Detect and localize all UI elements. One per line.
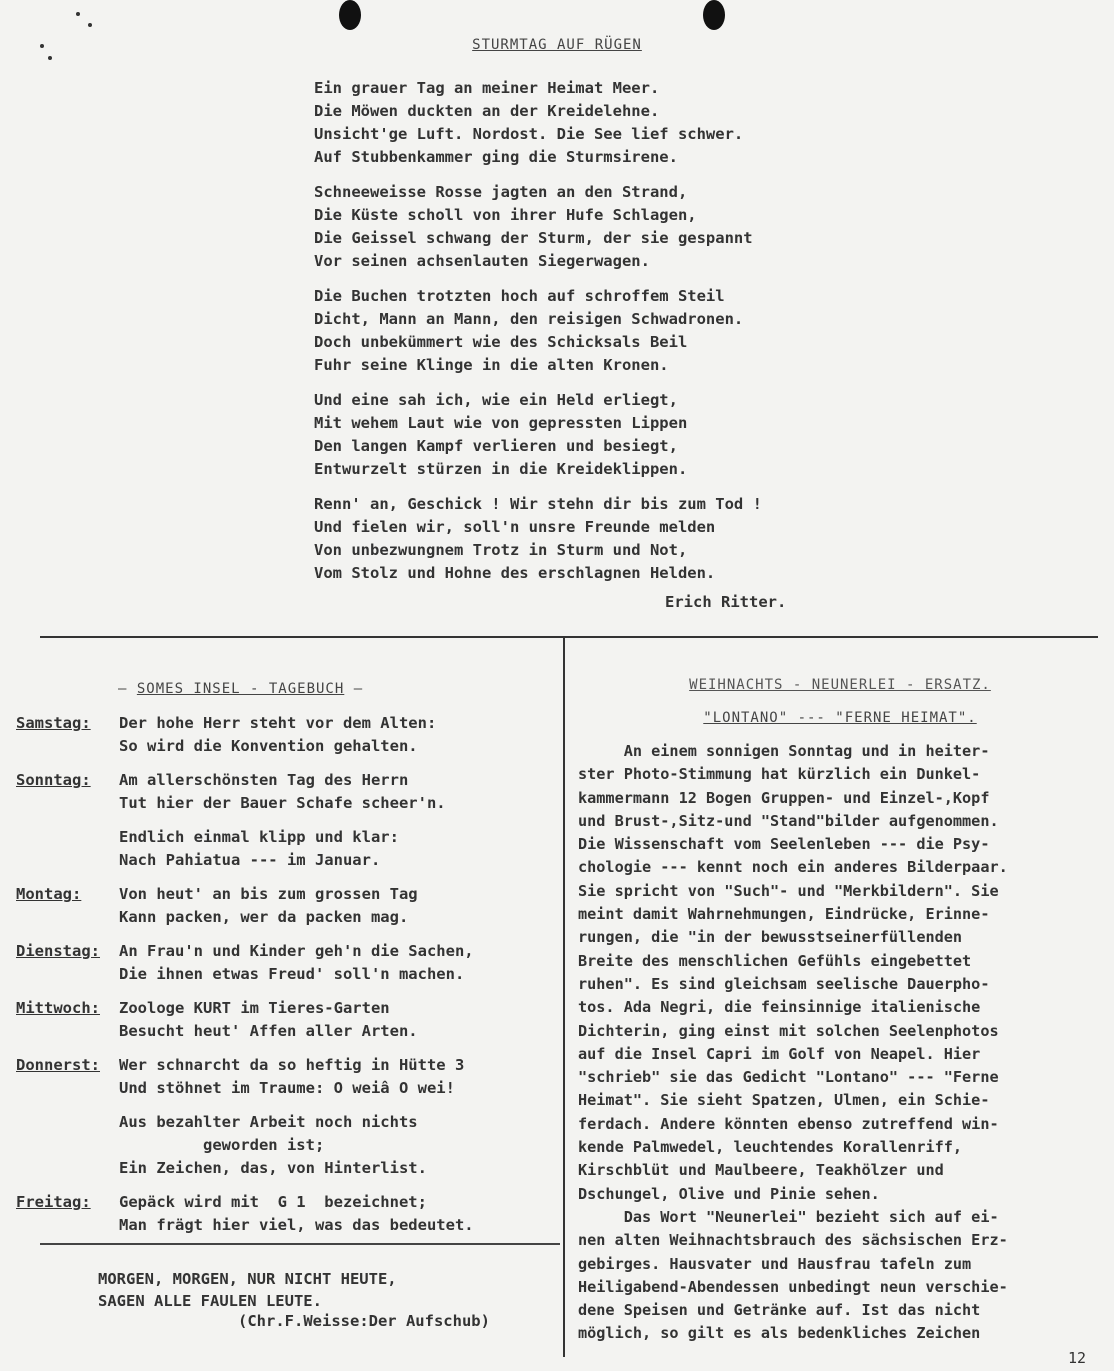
diary-entries [16, 712, 561, 1248]
diary-day-label [16, 1111, 119, 1180]
diary-verse [119, 997, 418, 1043]
diary-entry [16, 883, 561, 929]
poem-title: STURMTAG AUF RÜGEN [472, 37, 642, 53]
diary-entry [16, 940, 561, 986]
punch-hole-left [339, 0, 361, 30]
diary-verse [119, 883, 418, 929]
diary-verse [119, 769, 446, 815]
diary-divider [40, 1243, 560, 1245]
diary-day-label: Samstag: [16, 714, 91, 732]
text-line: Kirschblüt und Maulbeere, Teakhölzer und [578, 1161, 944, 1180]
text-line: Vor seinen achsenlauten Siegerwagen. [314, 252, 650, 270]
speck [76, 12, 80, 16]
text-line: Nach Pahiatua --- im Januar. [119, 851, 381, 869]
text-line: Die Möwen duckten an der Kreidelehne. [314, 102, 660, 120]
text-line: Aus bezahlter Arbeit noch nichts [119, 1113, 418, 1131]
text-line: An Frau'n und Kinder geh'n die Sachen, [119, 942, 474, 960]
text-line: Die ihnen etwas Freud' soll'n machen. [119, 965, 465, 983]
text-line: Und stöhnet im Traume: O weiâ O wei! [119, 1079, 455, 1097]
diary-day-label [16, 826, 119, 872]
text-line: ster Photo-Stimmung hat kürzlich ein Dunkel- [578, 765, 981, 784]
text-line: tos. Ada Negri, die feinsinnige italienische [578, 998, 981, 1017]
diary-verse [119, 1054, 464, 1100]
text-line: Und eine sah ich, wie ein Held erliegt, [314, 391, 678, 409]
text-line: Breite des menschlichen Gefühls eingebettet [578, 951, 972, 970]
text-line: Ein Zeichen, das, von Hinterlist. [119, 1159, 427, 1177]
text-line: Und fielen wir, soll'n unsre Freunde melden [314, 518, 716, 536]
article-body [578, 740, 1008, 1346]
text-line: gebirges. Hausvater und Hausfrau tafeln zum [578, 1254, 972, 1273]
text-line: Fuhr seine Klinge in die alten Kronen. [314, 356, 669, 374]
text-line: Zoologe KURT im Tieres-Garten [119, 999, 390, 1017]
text-line: Auf Stubbenkammer ging die Sturmsirene. [314, 148, 678, 166]
horizontal-divider [40, 636, 1098, 638]
poem-author: Erich Ritter. [665, 593, 787, 611]
text-line: Mit wehem Laut wie von gepressten Lippen [314, 414, 688, 432]
poem-stanza [314, 181, 762, 273]
text-line: Von heut' an bis zum grossen Tag [119, 885, 418, 903]
diary-entry [16, 997, 561, 1043]
diary-entry [16, 712, 561, 758]
text-line: und Brust-,Sitz-und "Stand"bilder aufgenommen. [578, 811, 999, 830]
diary-entry [16, 1054, 561, 1100]
article-subtitle: "LONTANO" --- "FERNE HEIMAT". [703, 710, 977, 726]
text-line: Den langen Kampf verlieren und besiegt, [314, 437, 678, 455]
diary-day-label: Donnerst: [16, 1056, 100, 1074]
text-line: Wer schnarcht da so heftig in Hütte 3 [119, 1056, 465, 1074]
text-line: Doch unbekümmert wie des Schicksals Beil [314, 333, 688, 351]
text-line: Schneeweisse Rosse jagten an den Strand, [314, 183, 688, 201]
text-line: nen alten Weihnachtsbrauch des sächsischen Erz- [578, 1231, 1008, 1250]
text-line: dene Speisen und Getränke auf. Ist das nicht [578, 1301, 981, 1320]
text-line: Entwurzelt stürzen in die Kreideklippen. [314, 460, 688, 478]
column-divider [563, 637, 565, 1357]
text-line: kende Palmwedel, leuchtendes Korallenriff, [578, 1138, 963, 1157]
text-line: ruhen". Es sind gleichsam seelische Dauerpho- [578, 974, 990, 993]
text-line: Die Küste scholl von ihrer Hufe Schlagen, [314, 206, 697, 224]
text-line: Gepäck wird mit G 1 bezeichnet; [119, 1193, 427, 1211]
diary-day-label: Freitag: [16, 1193, 91, 1211]
text-line: geworden ist; [119, 1136, 325, 1154]
poem-stanza [314, 77, 762, 169]
quote-source: (Chr.F.Weisse:Der Aufschub) [238, 1312, 490, 1330]
proverb-quote [98, 1268, 397, 1312]
text-line: rungen, die "in der bewusstseinerfüllenden [578, 928, 963, 947]
text-line: chologie --- kennt noch ein anderes Bilderpaar. [578, 858, 1008, 877]
diary-entry [16, 826, 561, 872]
diary-day-label: Montag: [16, 885, 82, 903]
text-line: meint damit Wahrnehmungen, Eindrücke, Erinne- [578, 905, 990, 924]
text-line: Heiligabend-Abendessen unbedingt neun verschie- [578, 1277, 1008, 1296]
text-line: auf die Insel Capri im Golf von Neapel. Hier [578, 1044, 981, 1063]
diary-verse [119, 1191, 474, 1237]
diary-verse [119, 712, 436, 758]
text-line: Am allerschönsten Tag des Herrn [119, 771, 409, 789]
text-line: Vom Stolz und Hohne des erschlagnen Helden. [314, 564, 716, 582]
diary-day-label: Mittwoch: [16, 999, 100, 1017]
text-line: An einem sonnigen Sonntag und in heiter- [578, 742, 990, 760]
text-line: Heimat". Sie sieht Spatzen, Ulmen, ein Schie- [578, 1091, 990, 1110]
diary-verse [119, 826, 399, 872]
text-line: Man frägt hier viel, was das bedeutet. [119, 1216, 474, 1234]
text-line: Ein grauer Tag an meiner Heimat Meer. [314, 79, 660, 97]
text-line: Dichterin, ging einst mit solchen Seelenphotos [578, 1021, 999, 1040]
text-line: "schrieb" sie das Gedicht "Lontano" --- "Ferne [578, 1068, 999, 1087]
text-line: Die Wissenschaft vom Seelenleben --- die Psy- [578, 835, 990, 854]
text-line: Dschungel, Olive und Pinie sehen. [578, 1184, 880, 1203]
text-line: Besucht heut' Affen aller Arten. [119, 1022, 418, 1040]
text-line: möglich, so gilt es als bedenkliches Zeichen [578, 1324, 981, 1343]
text-line: Tut hier der Bauer Schafe scheer'n. [119, 794, 446, 812]
text-line: Die Buchen trotzten hoch auf schroffem Steil [314, 287, 725, 305]
text-line: Die Geissel schwang der Sturm, der sie gespannt [314, 229, 753, 247]
text-line: SAGEN ALLE FAULEN LEUTE. [98, 1292, 322, 1310]
speck [48, 56, 52, 60]
text-line: Unsicht'ge Luft. Nordost. Die See lief schwer. [314, 125, 744, 143]
text-line: ferdach. Andere könnten ebenso zutreffend win- [578, 1114, 999, 1133]
text-line: kammermann 12 Bogen Gruppen- und Einzel-,Kopf [578, 788, 990, 807]
speck [88, 23, 92, 27]
text-line: Dicht, Mann an Mann, den reisigen Schwadronen. [314, 310, 744, 328]
text-line: Sie spricht von "Such"- und "Merkbildern". Sie [578, 881, 999, 900]
text-line: Das Wort "Neunerlei" bezieht sich auf ei- [578, 1207, 999, 1226]
poem-stanza [314, 285, 762, 377]
text-line: Von unbezwungnem Trotz in Sturm und Not, [314, 541, 688, 559]
diary-title: — SOMES INSEL - TAGEBUCH — [118, 681, 364, 697]
punch-hole-right [703, 0, 725, 30]
text-line: MORGEN, MORGEN, NUR NICHT HEUTE, [98, 1270, 397, 1288]
poem-stanza [314, 389, 762, 481]
text-line: So wird die Konvention gehalten. [119, 737, 418, 755]
poem-stanza [314, 493, 762, 585]
page-number: 12 [1068, 1349, 1087, 1367]
diary-day-label: Dienstag: [16, 942, 100, 960]
text-line: Der hohe Herr steht vor dem Alten: [119, 714, 437, 732]
text-line: Kann packen, wer da packen mag. [119, 908, 409, 926]
diary-entry [16, 1111, 561, 1180]
diary-entry [16, 769, 561, 815]
diary-day-label: Sonntag: [16, 771, 91, 789]
diary-entry [16, 1191, 561, 1237]
poem-body [314, 77, 762, 597]
text-line: Endlich einmal klipp und klar: [119, 828, 399, 846]
article-title: WEIHNACHTS - NEUNERLEI - ERSATZ. [689, 677, 991, 693]
text-line: Renn' an, Geschick ! Wir stehn dir bis zum Tod ! [314, 495, 762, 513]
diary-verse [119, 1111, 427, 1180]
diary-verse [119, 940, 474, 986]
